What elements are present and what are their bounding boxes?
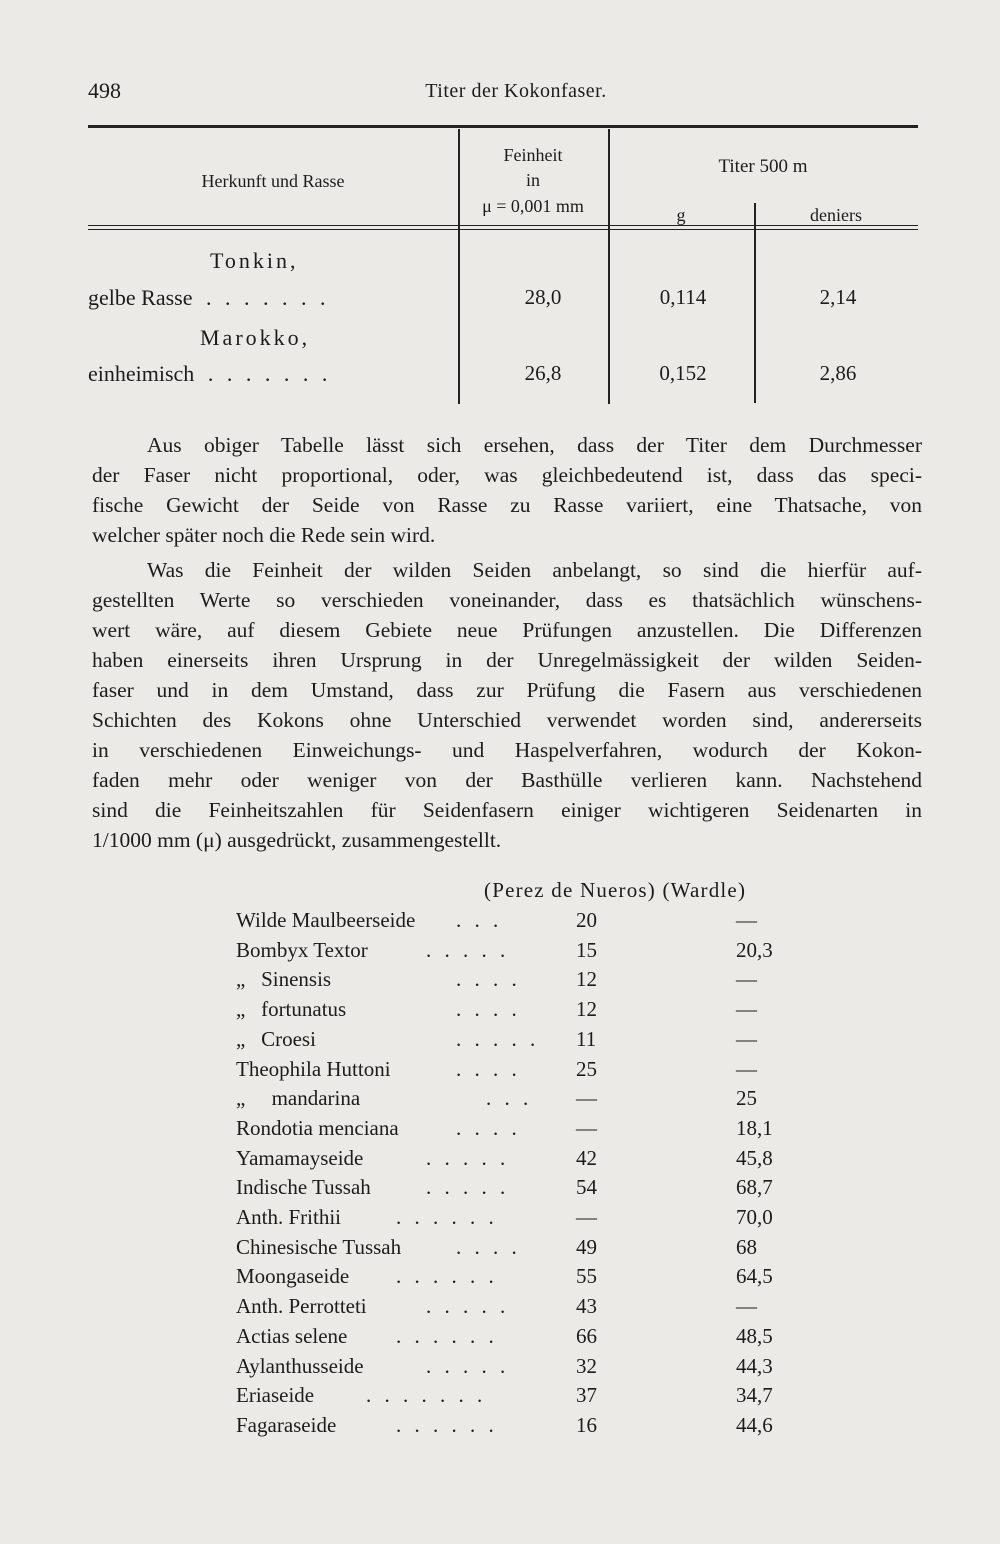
leader-dots: . . . . . . . — [366, 1383, 487, 1408]
species-name: „ Sinensis — [236, 967, 332, 992]
value-perez-de-nueros: 25 — [576, 1056, 597, 1081]
value-perez-de-nueros: 16 — [576, 1412, 597, 1437]
value-wardle: 48,5 — [736, 1323, 773, 1348]
list-item — [236, 1116, 836, 1146]
list-item — [236, 1413, 836, 1443]
value-wardle: — — [736, 997, 757, 1022]
value-perez-de-nueros: — — [576, 1086, 597, 1111]
value-perez-de-nueros: 66 — [576, 1323, 597, 1348]
row-titer-g: 0,114 — [659, 285, 707, 309]
value-perez-de-nueros: 20 — [576, 908, 597, 932]
leader-dots: . . . . . — [426, 1294, 510, 1319]
species-name: Bombyx Textor — [236, 937, 368, 962]
species-name: Fagaraseide — [236, 1412, 337, 1437]
leader-dots: . . . . . . — [396, 1264, 498, 1289]
list-header: (Perez de Nueros) (Wardle) — [484, 878, 747, 902]
text-line: gestellten Werte so verschieden voneinander, dass es thatsächlich wünschens- — [92, 588, 922, 612]
value-wardle: — — [736, 1056, 757, 1081]
list-item — [236, 1324, 836, 1354]
value-wardle: 18,1 — [736, 1115, 773, 1140]
species-name: Anth. Frithii — [236, 1205, 342, 1229]
leader-dots: . . . . . . — [396, 1412, 498, 1437]
text-line: faser und in dem Umstand, dass zur Prüfung die Fasern aus verschiedenen — [92, 678, 922, 702]
species-name: Moongaseide — [236, 1264, 350, 1289]
value-wardle: 68 — [736, 1234, 757, 1259]
leader-dots: . . . . — [456, 967, 521, 992]
table-top-rule — [88, 125, 918, 128]
value-perez-de-nueros: 43 — [576, 1294, 597, 1319]
species-name: Aylanthusseide — [236, 1353, 364, 1378]
list-item — [236, 967, 836, 997]
running-title: Titer der Kokonfaser. — [425, 80, 607, 102]
species-name: „ fortunatus — [236, 997, 347, 1022]
leader-dots: . . . . . — [426, 937, 510, 962]
row-origin-line2: einheimisch . . . . . . . — [88, 361, 332, 386]
text-line: Aus obiger Tabelle lässt sich ersehen, dass der Titer dem Durchmesser — [147, 433, 922, 457]
value-perez-de-nueros: — — [576, 1205, 597, 1229]
page-number: 498 — [88, 78, 121, 103]
header-fineness-line1: Feinheit — [503, 145, 563, 165]
list-item — [236, 1294, 836, 1324]
list-item — [236, 1027, 836, 1057]
fineness-titer-table — [88, 125, 918, 405]
value-perez-de-nueros: 11 — [576, 1026, 597, 1051]
header-deniers: deniers — [810, 205, 862, 225]
row-titer-g: 0,152 — [659, 361, 707, 385]
value-wardle: 44,6 — [736, 1412, 773, 1437]
leader-dots: . . . . . — [426, 1145, 510, 1170]
row-origin-line1: Tonkin, — [210, 248, 299, 273]
species-name: Theophila Huttoni — [236, 1056, 391, 1081]
species-name: Rondotia menciana — [236, 1115, 399, 1140]
header-titer: Titer 500 m — [718, 156, 808, 177]
row-fineness: 28,0 — [524, 285, 562, 309]
header-origin: Herkunft und Rasse — [201, 171, 345, 191]
leader-dots: . . . . — [456, 997, 521, 1022]
list-item — [236, 1057, 836, 1087]
list-item — [236, 1264, 836, 1294]
text-line: wert wäre, auf diesem Gebiete neue Prüfungen anzustellen. Die Differenzen — [92, 618, 922, 642]
header-fineness-line3: μ = 0,001 mm — [482, 196, 584, 216]
value-wardle: 70,0 — [736, 1205, 773, 1229]
list-item — [236, 997, 836, 1027]
species-name: Actias selene — [236, 1323, 348, 1348]
value-perez-de-nueros: 42 — [576, 1145, 597, 1170]
text-line: 1/1000 mm (μ) ausgedrückt, zusammengestellt. — [92, 828, 502, 852]
value-perez-de-nueros: 54 — [576, 1175, 597, 1200]
list-item — [236, 1383, 836, 1413]
text-line: Was die Feinheit der wilden Seiden anbelangt, so sind die hierfür auf- — [147, 558, 922, 582]
value-wardle: — — [736, 967, 757, 992]
list-item — [236, 1354, 836, 1384]
species-name: Wilde Maulbeerseide — [236, 908, 416, 932]
species-name: Indische Tussah — [236, 1175, 371, 1200]
value-wardle: — — [736, 1026, 757, 1051]
value-perez-de-nueros: 32 — [576, 1353, 597, 1378]
paragraph-2 — [92, 555, 922, 855]
list-item — [236, 1205, 836, 1235]
list-item — [236, 1086, 836, 1116]
text-line: haben einerseits ihren Ursprung in der Unregelmässigkeit der wilden Seiden- — [92, 648, 922, 672]
list-item — [236, 938, 836, 968]
column-divider — [754, 203, 756, 403]
value-wardle: 34,7 — [736, 1383, 773, 1408]
value-perez-de-nueros: — — [576, 1115, 597, 1140]
value-wardle: 44,3 — [736, 1353, 773, 1378]
list-item — [236, 1175, 836, 1205]
list-item — [236, 1146, 836, 1176]
value-perez-de-nueros: 12 — [576, 967, 597, 992]
species-name: Anth. Perrotteti — [236, 1294, 367, 1319]
value-perez-de-nueros: 49 — [576, 1234, 597, 1259]
value-wardle: 64,5 — [736, 1264, 773, 1289]
leader-dots: . . . — [486, 1086, 533, 1111]
text-line: in verschiedenen Einweichungs- und Haspelverfahren, wodurch der Kokon- — [92, 738, 922, 762]
species-name: „ mandarina — [236, 1086, 361, 1111]
text-line: faden mehr oder weniger von der Basthülle verlieren kann. Nachstehend — [92, 768, 922, 792]
text-line: Schichten des Kokons ohne Unterschied verwendet worden sind, andererseits — [92, 708, 922, 732]
header-rule — [88, 225, 918, 230]
text-line: sind die Feinheitszahlen für Seidenfasern einiger wichtigeren Seidenarten in — [92, 798, 922, 822]
value-perez-de-nueros: 55 — [576, 1264, 597, 1289]
leader-dots: . . . . . — [426, 1175, 510, 1200]
leader-dots: . . . . . — [426, 1353, 510, 1378]
header-fineness-line2: in — [525, 170, 540, 190]
leader-dots: . . . . . . — [396, 1323, 498, 1348]
value-wardle: — — [736, 1294, 757, 1319]
value-wardle: — — [736, 908, 757, 932]
leader-dots: . . . . . — [456, 1026, 540, 1051]
list-item — [236, 1235, 836, 1265]
value-wardle: 68,7 — [736, 1175, 773, 1200]
value-wardle: 45,8 — [736, 1145, 773, 1170]
row-titer-deniers: 2,86 — [819, 361, 857, 385]
text-line: fische Gewicht der Seide von Rasse zu Rasse variiert, eine Thatsache, von — [92, 493, 922, 517]
page-header — [88, 78, 916, 108]
species-name: Eriaseide — [236, 1383, 315, 1408]
leader-dots: . . . . — [456, 1056, 521, 1081]
species-name: Chinesische Tussah — [236, 1234, 402, 1259]
value-perez-de-nueros: 15 — [576, 937, 597, 962]
value-wardle: 25 — [736, 1086, 757, 1111]
value-wardle: 20,3 — [736, 937, 773, 962]
list-item — [236, 908, 836, 938]
row-fineness: 26,8 — [524, 361, 562, 385]
paragraph-1 — [92, 430, 922, 550]
text-line: welcher später noch die Rede sein wird. — [92, 523, 436, 547]
value-perez-de-nueros: 37 — [576, 1383, 597, 1408]
row-titer-deniers: 2,14 — [819, 285, 857, 309]
row-origin-line2: gelbe Rasse . . . . . . . — [88, 285, 330, 310]
leader-dots: . . . . . . — [396, 1205, 498, 1229]
text-line: der Faser nicht proportional, oder, was gleichbedeutend ist, dass das speci- — [92, 463, 922, 487]
leader-dots: . . . . — [456, 1115, 521, 1140]
leader-dots: . . . . — [456, 1234, 521, 1259]
species-name: „ Croesi — [236, 1026, 316, 1051]
value-perez-de-nueros: 12 — [576, 997, 597, 1022]
leader-dots: . . . — [456, 908, 503, 932]
species-name: Yamamayseide — [236, 1145, 364, 1170]
row-origin-line1: Marokko, — [200, 325, 311, 350]
header-g: g — [676, 205, 686, 225]
